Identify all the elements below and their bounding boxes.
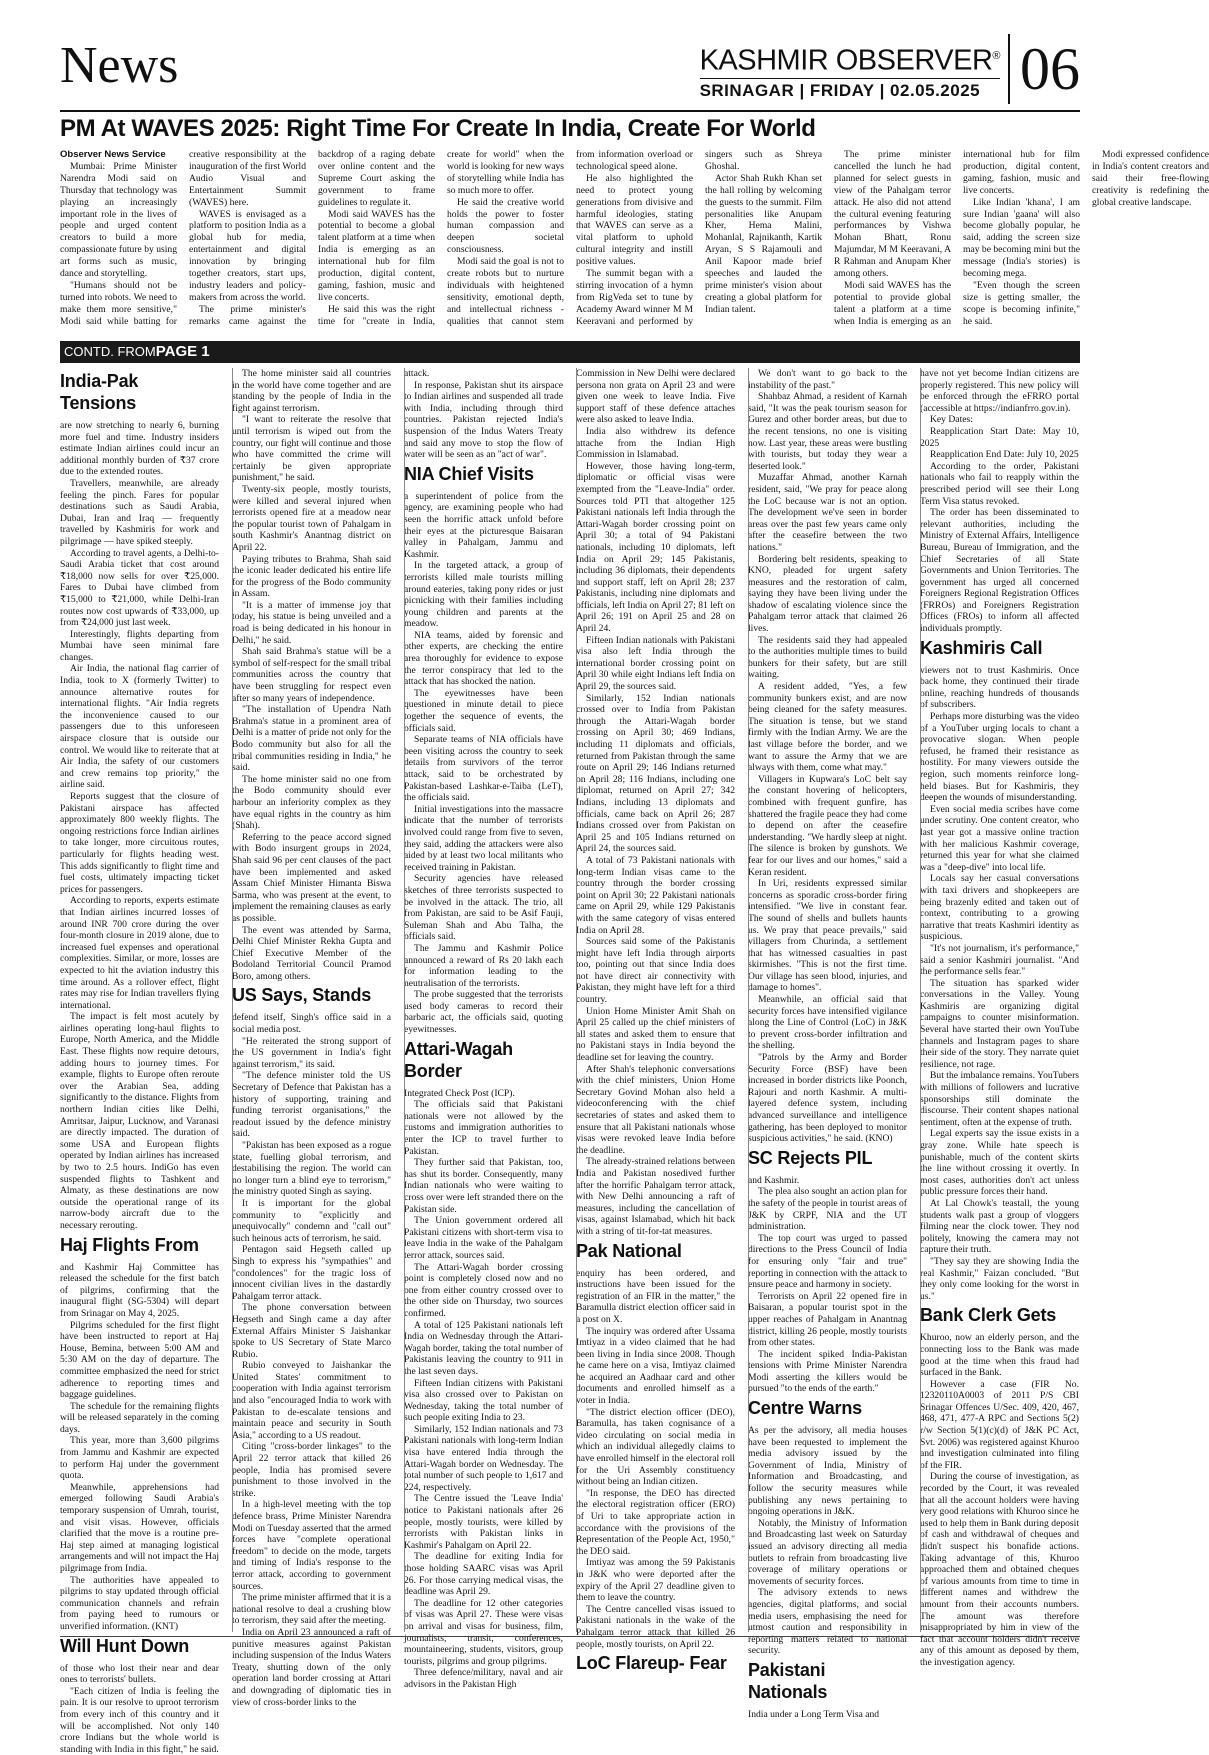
story-paragraph: According to the order, Pakistani nationals who fail to reapply within the prescribed period will see their Long Term Visa status revoked. xyxy=(920,460,1079,507)
story-paragraph: We don't want to go back to the instability of the past." xyxy=(748,368,907,391)
story-paragraph: According to travel agents, a Delhi-to-Saudi Arabia ticket that cost around ₹18,000 now sells for over ₹25,000. Fares to Dubai have climbed from ₹15,000 to ₹21,000, while Delhi-Iran routes now cost upwards of ₹33,000, up from ₹24,000 just last week. xyxy=(60,547,219,629)
story-paragraph: The top court was urged to passed directions to the Press Council of India for ensuring only "fair and true" reporting in connection with the attack to ensure peace and harmony in society. xyxy=(748,1232,907,1291)
story-headline: Will Hunt Down xyxy=(60,1635,190,1656)
story-paragraph: Rubio conveyed to Jaishankar the United States' commitment to cooperation with India against terrorism and also "encouraged India to work with Pakistan to de-escalate tensions and maintain peace and security in South Asia," according to a US readout. xyxy=(232,1360,391,1441)
column-divider xyxy=(404,368,405,1632)
story-paragraph: are now stretching to nearly 6, burning more fuel and time. Industry insiders estimate Indian airlines could incur an additional monthly burden of ₹37 crore due to the extended routes. xyxy=(60,420,219,478)
story-paragraph: Travellers, meanwhile, are already feeling the pinch. Fares for popular destinations such as Saudi Arabia, Dubai, Iran and Iraq — frequently travelled by Kashmiris for work and pilgrimage — have spiked steeply. xyxy=(60,477,219,547)
story-paragraph: Initial investigations into the massacre indicate that the number of terrorists involved could range from five to seven, they said, adding the attackers were also aided by at least two local militants who received training in Pakistan. xyxy=(404,803,563,873)
column-divider xyxy=(920,368,921,1632)
lead-paragraph: Modi said WAVES has the potential to provide global talent a platform at a time when India is emerging as an international hub for film production, digital content, gaming, fashion, music and live concerts. xyxy=(834,149,1080,327)
story-paragraph: The order has been disseminated to relevant authorities, including the Ministry of External Affairs, Intelligence Bureau, Bureau of Immigration, and the Chief Secretaries of all State Governments and Union Territories. The government has urged all concerned Foreigners Regional Registration Offices (FRROs) and Foreigners Registration Offices (FROs) to inform all affected individuals promptly. xyxy=(920,507,1079,635)
column-divider xyxy=(748,368,749,1632)
story-paragraph: The Centre cancelled visas issued to Pakistani nationals in the wake of the Pahalgam terror attack that killed 26 people, mostly tourists, on April 22. xyxy=(576,1603,735,1650)
story-paragraph: It is important for the global community to "explicitly and unequivocally" condemn and "call out" such heinous acts of terrorism, he said. xyxy=(232,1197,391,1244)
story-paragraph: Shahbaz Ahmad, a resident of Karnah said, "It was the peak tourism season for Gurez and other border areas, but due to the recent tensions, no one is visiting now. Last year, these areas were bustling with tourists, but today they wear a deserted look." xyxy=(748,391,907,472)
story-paragraph: The schedule for the remaining flights will be released separately in the coming days. xyxy=(60,1400,219,1435)
lead-paragraph: The prime minister cancelled the lunch he had planned for select guests in view of the Pahalgam terror attack. He also did not attend the cultural evening featuring performances by Vishwa Mohan Bhatt, Ronu Majumdar, M M Keeravani, A R Rahman and Anupam Kher among others. xyxy=(834,149,951,280)
news-column xyxy=(576,368,735,1674)
story-paragraph: Bordering belt residents, speaking to KNO, pleaded for urgent safety measures and the restoration of calm, saying they have been living under the shadow of escalating violence since the Pahalgam terror attack that claimed 26 lives. xyxy=(748,553,907,635)
story-headline: Bank Clerk Gets xyxy=(920,1305,1057,1326)
story-paragraph: Pilgrims scheduled for the first flight have been instructed to report at Haj House, Bemina, between 5:00 AM and 5:30 AM on the day of departure. The committee emphasized the need for strict adherence to reporting times and baggage guidelines. xyxy=(60,1319,219,1401)
story-paragraph: The deadline for 12 other categories of visas was April 27. These were visas on arrival and visas for business, film, journalists, transit, conferences, mountaineering, students, visitors, group tourists, pilgrims and group pilgrims. xyxy=(404,1597,563,1667)
story-paragraph: The plea also sought an action plan for the safety of the people in tourist areas of J&K by CRPF, NIA and the UT administration. xyxy=(748,1186,907,1233)
story-paragraph: The home minister said all countries in the world have come together and are standing by the people of India in the fight against terrorism. xyxy=(232,368,391,414)
story-paragraph: The Attari-Wagah border crossing point is completely closed now and no one from either country crossed over to the other side on Thursday, two sources confirmed. xyxy=(404,1261,563,1319)
lead-paragraph: Modi said the goal is not to create robots but to nurture individuals with heightened sensitivity, emotional depth, and intellectual richness - qualities that cannot stem from information overload or technological speed alone. xyxy=(447,149,693,327)
story-headline: US Says, Stands xyxy=(232,985,372,1006)
story-paragraph: Commission in New Delhi were declared persona non grata on April 23 and were given one week to leave India. Five support staff of these defence attaches were also asked to leave India. xyxy=(576,368,735,426)
story-paragraph: In Uri, residents expressed similar concerns as sporadic cross-border firing intensified. "We live in constant fear. The sound of shells and bullets haunts us. We pray that peace prevails," said villagers from Churinda, a settlement that has witnessed casualties in past skirmishes. "This is not the first time. Our village has seen blood, injuries, and damage to homes". xyxy=(748,878,907,994)
story-paragraph: After Shah's telephonic conversations with the chief ministers, Union Home Secretary Govind Mohan also held a videoconferencing with the chief secretaries of states and asked them to ensure that all Pakistani nationals whose visas were revoked leave India before the deadline. xyxy=(576,1063,735,1156)
story-paragraph: The authorities have appealed to pilgrims to stay updated through official communication channels and refrain from paying heed to rumours or unverified information. (KNT) xyxy=(60,1574,219,1632)
story-paragraph: The inquiry was ordered after Ussama Imtiyaz in a video claimed that he had been living in India since 2008. Though he came here on a visa, Imtiyaz claimed he acquired an Aadhaar card and other documents and enrolled himself as a voter in India. xyxy=(576,1325,735,1407)
story-paragraph: Muzaffar Ahmad, another Karnah resident, said, "We pray for peace along the LoC because war is not an option. The development we've seen in border areas over the past few years came only after the ceasefire between the two nations." xyxy=(748,472,907,553)
lead-paragraph: The prime minister's remarks came against the backdrop of a raging debate over online content and the Supreme Court asking the government to frame guidelines to regulate it. xyxy=(189,149,435,327)
lead-paragraph: Modi said WAVES has the potential to become a global talent platform at a time when India is emerging as an international hub for film production, digital content, gaming, fashion, music and live concerts. xyxy=(318,208,435,303)
footer-rule xyxy=(60,1636,1080,1637)
story-paragraph: and Kashmir Haj Committee has released the schedule for the first batch of pilgrims, confirming that the inaugural flight (SG-5304) will depart from Srinagar on May 4, 2025. xyxy=(60,1261,219,1319)
story-paragraph: A total of 125 Pakistani nationals left India on Wednesday through the Attari-Wagah border, taking the total number of Pakistanis leaving the country to 911 in the last seven days. xyxy=(404,1319,563,1377)
story-paragraph: The home minister said no one from the Bodo community should ever harbour an inferiority complex as they have equal rights in the country as him (Shah). xyxy=(232,773,391,832)
story-paragraph: Air India, the national flag carrier of India, took to X (formerly Twitter) to announce alternative routes for international flights. "Air India regrets the inconvenience caused to our passengers due to this unforeseen airspace closure that is outside our control. We would like to reiterate that at Air India, the safety of our customers and crew remains top priority," the airline said. xyxy=(60,663,219,791)
story-paragraph: Locals say her casual conversations with taxi drivers and shopkeepers are being brazenly edited and taken out of context, contributing to a growing narrative that treats Kashmiri identity as suspicious. xyxy=(920,873,1079,943)
story-paragraph: In a high-level meeting with the top defence brass, Prime Minister Narendra Modi on Tuesday asserted that the armed forces have "complete operational freedom" to decide on the mode, targets and timing of India's response to the terror attack, according to government sources. xyxy=(232,1499,391,1592)
story-paragraph: The eyewitnesses have been questioned in minute detail to piece together the sequence of events, the officials said. xyxy=(404,687,563,734)
story-paragraph: Khuroo, now an elderly person, and the connecting loss to the Bank was made good at the time when this fraud had surfaced in the Bank. xyxy=(920,1332,1079,1379)
story-paragraph: In response, Pakistan shut its airspace to Indian airlines and suspended all trade with India, including through third countries. Pakistan rejected India's suspension of the Indus Waters Treaty and said any move to stop the flow of water will be seen as an "act of war". xyxy=(404,379,563,461)
story-paragraph: The situation has sparked wider conversations in the Valley. Young Kashmiris are organizing digital campaigns to counter misinformation. Several have started their own YouTube channels and Instagram pages to share their side of the story. They narrate quiet resilience, not rage. xyxy=(920,977,1079,1070)
registered-mark: ® xyxy=(992,50,1000,62)
story-paragraph: viewers not to trust Kashmiris. Once back home, they continued their tirade online, reaching hundreds of thousands of subscribers. xyxy=(920,664,1079,711)
story-paragraph: The prime minister affirmed that it is a national resolve to deal a crushing blow to terrorism, they said after the meeting. xyxy=(232,1592,391,1627)
story-paragraph: "The district election officer (DEO), Baramulla, has taken cognisance of a video circulating on social media in which an individual allegedly claims to have enrolled himself in the electoral roll for the Uri Assembly constituency without being an Indian citizen. xyxy=(576,1406,735,1488)
story-paragraph: Interestingly, flights departing from Mumbai have seen minimal fare changes. xyxy=(60,628,219,663)
story-paragraph: India on April 23 announced a raft of punitive measures against Pakistan including suspension of the Indus Waters Treaty, shutting down of the only operation land border crossing at Attari and downgrading of diplomatic ties in view of cross-border links to the xyxy=(232,1626,391,1708)
story-paragraph: Sources said some of the Pakistanis might have left India through airports too, pointing out that since India does not have direct air connectivity with Pakistan, they might have left for a third country. xyxy=(576,936,735,1006)
story-headline: LoC Flareup- Fear xyxy=(576,1653,727,1674)
lead-paragraph: WAVES is envisaged as a platform to position India as a global hub for media, entertainment and digital innovation by bringing together creators, start ups, industry leaders and policy-makers from across the world. xyxy=(189,208,306,303)
story-paragraph: They further said that Pakistan, too, has shut its border. Consequently, many Indian nationals who were waiting to cross over were left stranded there on the Pakistan side. xyxy=(404,1157,563,1215)
story-paragraph: The already-strained relations between India and Pakistan nosedived further after the horrific Pahalgam terror attack, with New Delhi announcing a raft of measures, including the cancellation of visas, against Islamabad, which hit back with a string of tit-for-tat measures. xyxy=(576,1156,735,1237)
lead-paragraph: Modi expressed confidence in India's content creators and said their free-flowing creativity is redefining the global creative landscape. xyxy=(1092,149,1209,208)
lead-paragraph: The summit began with a stirring invocation of a hymn from RigVeda set to tune by Academy Award winner M M Keeravani and performed by singers such as Shreya Ghoshal. xyxy=(576,149,822,327)
masthead-title: KASHMIR OBSERVER® xyxy=(699,44,1000,77)
story-paragraph: "Pakistan has been exposed as a rogue state, fuelling global terrorism, and destabilising the region. The world can no longer turn a blind eye to terrorism," the ministry quoted Singh as saying. xyxy=(232,1140,391,1198)
story-paragraph: Separate teams of NIA officials have been visiting across the country to seek details from survivors of the terror attack, said to be orchestrated by Pakistan-based Lashkar-e-Taiba (LeT), the officials said. xyxy=(404,734,563,804)
story-headline: SC Rejects PIL xyxy=(748,1147,873,1168)
lead-article-body xyxy=(60,149,1209,333)
story-paragraph: Three defence/military, naval and air advisors in the Pakistan High xyxy=(404,1667,563,1690)
story-headline: India-Pak Tensions xyxy=(60,371,139,413)
story-paragraph: "In response, the DEO has directed the electoral registration officer (ERO) of Uri to take appropriate action in accordance with the provisions of the Representation of the People Act, 1950," the DEO said. xyxy=(576,1487,735,1557)
story-paragraph: However, those having long-term, diplomatic or official visas were exempted from the "Leave-India" order. Sources told PTI that altogether 125 Pakistani nationals left India through the Attari-Wagah border crossing point on April 30; a total of 94 Pakistani nationals, including 10 diplomats, left India on April 29; 145 Pakistanis, including 36 diplomats, their dependents and support staff, left on April 28; 237 Pakistanis, including nine diplomats and officials, left India on April 27; 81 left on April 26; 191 on April 25 and 28 on April 24. xyxy=(576,460,735,635)
story-paragraph: Paying tributes to Brahma, Shah said the iconic leader dedicated his entire life for the progress of the Bodo community in Assam. xyxy=(232,553,391,600)
story-paragraph: "The defence minister told the US Secretary of Defence that Pakistan has a history of supporting, training and funding terrorist organisations," the readout issued by the defence ministry said. xyxy=(232,1070,391,1140)
story-paragraph: The officials said that Pakistani nationals were not allowed by the customs and immigration authorities to enter the ICP to travel further to Pakistan. xyxy=(404,1099,563,1157)
continued-stories xyxy=(60,368,1080,1755)
story-paragraph: Fifteen Indian nationals with Pakistani visa also left India through the international border crossing point on April 30 while eight Indians left India on April 29, the sources said. xyxy=(576,634,735,693)
story-headline: Kashmiris Call xyxy=(920,637,1043,658)
story-paragraph: attack. xyxy=(404,368,430,379)
page-header xyxy=(60,36,1080,102)
story-paragraph: "He reiterated the strong support of the US government in India's fight against terrorism," its said. xyxy=(232,1035,391,1070)
story-paragraph: Meanwhile, an official said that security forces have intensified vigilance along the Line of Control (LoC) in J&K to prevent cross-border infiltration and the shelling. xyxy=(748,994,907,1052)
story-paragraph: Even social media scribes have come under scrutiny. One content creator, who last year got a massive online traction with her malicious Kashmir coverage, returned this year for what she claimed was a "deep-dive" into local life. xyxy=(920,803,1079,873)
page-number: 06 xyxy=(1008,34,1080,104)
story-paragraph: Meanwhile, apprehensions had emerged following Saudi Arabia's temporary suspension of Umrah, tourist, and visit visas. However, officials clarified that the move is a routine pre-Haj step aimed at managing logistical arrangements and will not impact the Haj pilgrimage from India. xyxy=(60,1481,219,1574)
story-paragraph: The incident spiked India-Pakistan tensions with Prime Minister Narendra Modi asserting the killers would be pursued "to the ends of the earth." xyxy=(748,1348,907,1395)
lead-paragraph: He said this was the right time for "create in India, create for world" when the world is looking for new ways of storytelling while India has so much more to offer. xyxy=(318,149,564,327)
column-divider xyxy=(232,368,233,1632)
story-paragraph: The phone conversation between Hegseth and Singh came a day after External Affairs Minister S Jaishankar spoke to US Secretary of State Marco Rubio. xyxy=(232,1302,391,1360)
story-paragraph: India also withdrew its defence attache from the Indian High Commission in Islamabad. xyxy=(576,425,735,461)
story-paragraph: have not yet become Indian citizens are properly registered. This new policy will be enforced through the eFRRO portal (accessible at https://indianfrro.gov.in). xyxy=(920,368,1079,414)
story-paragraph: India under a Long Term Visa and xyxy=(748,1708,880,1720)
story-paragraph: enquiry has been ordered, and instructions have been issued for the registration of an FIR in the matter," the Baramulla district election officer said in a post on X. xyxy=(576,1267,735,1325)
lead-headline: PM At WAVES 2025: Right Time For Create In India, Create For World xyxy=(60,115,816,142)
story-paragraph: At Lal Chowk's teastall, the young students walk past a group of vloggers filming near the clock tower. They nod politely, knowing the camera may not capture their truth. xyxy=(920,1197,1079,1256)
story-paragraph: Referring to the peace accord signed with Bodo insurgent groups in 2024, Shah said 96 per cent clauses of the pact have been implemented and asked Assam Chief Minister Himanta Biswa Sarma, who was present at the event, to implement the remaining clauses as early as possible. xyxy=(232,831,391,924)
story-headline: Attari-Wagah Border xyxy=(404,1038,513,1081)
story-paragraph: Notably, the Ministry of Information and Broadcasting last week on Saturday issued an advisory directing all media outlets to refrain from broadcasting live coverage of military operations or movements of security forces. xyxy=(748,1517,907,1587)
story-paragraph: Villagers in Kupwara's LoC belt say the constant hovering of helicopters, combined with frequent gunfire, has shattered the fragile peace they had come to depend on after the ceasefire understanding. "We hardly sleep at night. The silence is broken by gunshots. We fear for our lives and our homes," said a Keran resident. xyxy=(748,773,907,878)
story-paragraph: The Centre issued the 'Leave India' notice to Pakistani nationals after 26 people, mostly tourists, were killed by terrorists with Pakistan links in Kashmir's Pahalgam on April 22. xyxy=(404,1493,563,1551)
story-paragraph: Security agencies have released sketches of three terrorists suspected to be involved in the attack. The trio, all from Pakistan, are said to be Asif Fauji, Suleman Shah and Abu Talha, the officials said. xyxy=(404,873,563,943)
story-paragraph: In the targeted attack, a group of terrorists killed male tourists milling around eateries, taking pony rides or just picnicking with their families including young children and parents at the meadow. xyxy=(404,560,563,630)
story-paragraph: Shah said Brahma's statue will be a symbol of self-respect for the small tribal communities across the country that have been struggling for respect even after so many years of independence. xyxy=(232,646,391,704)
story-paragraph: "They say they are showing India the real Kashmir," Faizan concluded. "But they only come looking for the worst in us." xyxy=(920,1255,1079,1302)
lead-paragraph: Like Indian 'khana', I am sure Indian 'gaana' will also become globally popular, he said, adding the screen size may be becoming mini but the message (India's stories) is becoming mega. xyxy=(963,196,1080,280)
story-paragraph: The impact is felt most acutely by airlines operating long-haul flights to Europe, North America, and the Middle East. These flights now require detours, adding hours to journey times. For example, flights to Europe often reroute over the Arabian Sea, adding significantly to the distance. Flights from northern Indian cities like Delhi, Amritsar, Jaipur, Lucknow, and Varanasi are directly impacted. The duration of some USA and European flights operated by Indian airlines has increased by two to 2.5 hours. IndiGo has even suspended flights to Tashkent and Almaty, as these destinations are now outside the operational range of its narrow-body aircraft due to the necessary rerouting. xyxy=(60,1011,219,1231)
lead-paragraph: He also highlighted the need to protect young generations from divisive and harmful ideologies, stating that WAVES can serve as a vital platform to uphold cultural integrity and instill positive values. xyxy=(576,172,693,268)
story-paragraph: According to reports, experts estimate that Indian airlines incurred losses of around INR 700 crore during the over four-month closure in 2019 alone, due to increased fuel expenses and operational complexities. Similar, or more, losses are expected to hit the aviation industry this time around. As a rollover effect, flight rates may rise for Indian travellers flying international. xyxy=(60,895,219,1011)
story-paragraph: A resident added, "Yes, a few community bunkers exist, and are now being cleaned for the safety measures. The situation is tense, but we stand firmly with the Indian Army. We are the last village before the border, and we want to assure the Army that we are always with them, come what may." xyxy=(748,681,907,774)
masthead xyxy=(700,40,1000,102)
story-paragraph: Reports suggest that the closure of Pakistani airspace has affected approximately 800 weekly flights. The ongoing restrictions force Indian airlines to take longer, more circuitous routes, particularly for flights heading west. This adds significantly to flight time and fuel costs, ultimately impacting ticket prices for passengers. xyxy=(60,791,219,895)
story-paragraph: Reapplication Start Date: May 10, 2025 xyxy=(920,425,1079,449)
dateline: SRINAGAR | FRIDAY | 02.05.2025 xyxy=(699,80,981,100)
story-paragraph: The Jammu and Kashmir Police announced a reward of Rs 20 lakh each for information leading to the neutralisation of the terrorists. xyxy=(404,942,563,989)
story-paragraph: NIA teams, aided by forensic and other experts, are checking the entire area thoroughly for evidence to expose the terror conspiracy that led to the attack that has shocked the nation. xyxy=(404,629,563,688)
continued-label: CONTD. FROMPAGE 1 xyxy=(64,343,210,360)
story-headline: Centre Warns xyxy=(748,1398,862,1419)
story-paragraph: As per the advisory, all media houses have been requested to implement the media advisory issued by the Government of India, Ministry of Information and Broadcasting, and follow the security measures while publishing any news pertaining to ongoing operations in J&K. xyxy=(748,1425,907,1518)
story-paragraph: The Union government ordered all Pakistani citizens with short-term visa to leave India in the wake of the Pahalgam terror attack, sources said. xyxy=(404,1215,563,1261)
news-column xyxy=(920,368,1079,1668)
story-paragraph: Similarly, 152 Indian nationals and 73 Pakistani nationals with long-term Indian visa have entered India through the Attari-Wagah border on Wednesday. The total number of such people to 1,617 and 224, respectively. xyxy=(404,1423,563,1493)
news-column xyxy=(232,368,391,1708)
story-paragraph: Twenty-six people, mostly tourists, were killed and several injured when terrorists opened fire at a meadow near the popular tourist town of Pahalgam in south Kashmir's Anantnag district on April 22. xyxy=(232,483,391,553)
lead-paragraph: Actor Shah Rukh Khan set the hall rolling by welcoming the guests to the summit. Film personalities like Anupam Kher, Hema Malini, Mohanlal, Rajnikanth, Kartik Aryan, S S Rajamouli and Anil Kapoor made brief speeches and lauded the prime minister's vision about creating a global platform for Indian talent. xyxy=(705,172,822,315)
story-paragraph: This year, more than 3,600 pilgrims from Jammu and Kashmir are expected to perform Haj under the government quota. xyxy=(60,1435,219,1482)
byline: Observer News Service xyxy=(60,149,166,160)
story-headline: Pakistani Nationals xyxy=(748,1659,828,1702)
header-rule xyxy=(60,110,1080,112)
story-paragraph: The probe suggested that the terrorists used body cameras to record their barbaric act, the officials said, quoting eyewitnesses. xyxy=(404,989,563,1036)
news-column xyxy=(748,368,907,1720)
story-paragraph: Similarly, 152 Indian nationals crossed over to India from Pakistan through the Attari-Wagah border crossing on April 30; 469 Indians, including 11 diplomats and officials, returned from Pakistan through the same route on April 29; 146 Indians returned on April 28; 116 Indians, including one diplomat, returned on April 27; 342 Indians, including 13 diplomats and officials, came back on April 26; 287 Indians crossed over from Pakistan on April 25 and 105 Indians returned on April 24, the sources said. xyxy=(576,692,735,855)
masthead-rule xyxy=(700,78,1000,79)
column-divider xyxy=(576,368,577,1632)
news-column xyxy=(60,368,219,1755)
lead-paragraph: "Humans should not be turned into robots. We need to make them more sensitive," Modi said while batting for creative responsibility at the inauguration of the first World Audio Visual and Entertainment Summit (WAVES) here. xyxy=(60,149,306,327)
lead-paragraph: Mumbai: Prime Minister Narendra Modi said on Thursday that technology was playing an increasingly important role in the lives of people and urged content creators to build a more compassionate future by using art forms such as music, dance and storytelling. xyxy=(60,160,177,280)
story-headline: Pak National xyxy=(576,1240,682,1261)
story-paragraph: and Kashmir. xyxy=(748,1174,800,1186)
story-paragraph: Citing "cross-border linkages" to the April 22 terror attack that killed 26 people, India has promised severe punishment to those involved in the strike. xyxy=(232,1441,391,1499)
story-paragraph: A total of 73 Pakistani nationals with long-term Indian visas came to the country through the border crossing point on April 30; 22 Pakistani nationals came on April 29, while 129 Pakistanis with the same category of visas entered India on April 28. xyxy=(576,854,735,936)
story-paragraph: Terrorists on April 22 opened fire in Baisaran, a popular tourist spot in the upper reaches of Pahalgam in Anantnag district, killing 26 people, mostly tourists from other states. xyxy=(748,1290,907,1349)
story-paragraph: Legal experts say the issue exists in a gray zone. While hate speech is punishable, much of the content skirts the line without crossing it overtly. In most cases, authorities don't act unless public pressure forces their hand. xyxy=(920,1128,1079,1198)
story-paragraph: "It is a matter of immense joy that today, his statue is being unveiled and a road is being dedicated in his honour in Delhi," he said. xyxy=(232,599,391,646)
story-paragraph: But the imbalance remains. YouTubers with millions of followers and lucrative sponsorships still dominate the discourse. Their content shapes national sentiment, often at the expense of truth. xyxy=(920,1070,1079,1128)
story-paragraph: During the course of investigation, as recorded by the Court, it was revealed that all the account holders were having very good relations with Khuroo since he used to help them in Bank during deposit of cash and withdrawal of cheques and didn't suspect his bonafide actions. Taking advantage of this, Khuroo approached them and obtained cheques of various amounts from time to time in different names and withdrew the amount from their accounts numbers. The amount was therefore misappropriated by him in view of the fact that account holders didn't receive any of this amount as deposed by them, the investigation agency. xyxy=(920,1471,1079,1668)
continued-bar xyxy=(60,341,1080,363)
story-paragraph: "Patrols by the Army and Border Security Force (BSF) have been increased in border districts like Poonch, Rajouri and north Kashmir. A multi-layered defence system, including advanced surveillance and intelligence gathering, has been deployed to monitor suspicious activities," he said. (KNO) xyxy=(748,1052,907,1145)
story-paragraph: The residents said they had appealed to the authorities multiple times to build bunkers for their safety, but are still waiting. xyxy=(748,634,907,681)
story-paragraph: a superintendent of police from the agency, are examining people who had seen the horrific attack unfold before their eyes at the picturesque Baisaran valley in Pahalgam, Jammu and Kashmir. xyxy=(404,490,563,560)
lead-paragraph: He said the creative world holds the power to foster human compassion and deepen societal consciousness. xyxy=(447,196,564,256)
lead-paragraph: "Even though the screen size is getting smaller, the scope is becoming infinite," he said. xyxy=(963,279,1080,327)
story-paragraph: Pentagon said Hegseth called up Singh to express his "sympathies" and "condolences" for the tragic loss of innocent civilian lives in the dastardly Pahalgam terror attack. xyxy=(232,1244,391,1302)
story-paragraph: Integrated Check Post (ICP). xyxy=(404,1087,515,1099)
story-headline: Haj Flights From xyxy=(60,1234,199,1255)
story-paragraph: Imtiyaz was among the 59 Pakistanis in J&K who were deported after the expiry of the April 27 deadline given to them to leave the country. xyxy=(576,1557,735,1604)
story-paragraph: Fifteen Indian citizens with Pakistani visa also crossed over to Pakistan on Wednesday, taking the total number of such people exiting India to 23. xyxy=(404,1377,563,1424)
story-paragraph: "I want to reiterate the resolve that until terrorism is wiped out from the country, our fight will continue and those who have committed the crime will certainly be given appropriate punishment," he said. xyxy=(232,414,391,484)
news-column xyxy=(404,368,563,1690)
story-paragraph: "It's not journalism, it's performance," said a senior Kashmiri journalist. "And the performance sells fear." xyxy=(920,942,1079,978)
story-paragraph: defend itself, Singh's office said in a social media post. xyxy=(232,1012,391,1036)
story-paragraph: Reapplication End Date: July 10, 2025 xyxy=(930,449,1079,461)
story-paragraph: However a case (FIR No. 12320110A0003 of 2011 P/S CBI Srinagar Offences U/Sec. 409, 420, 467, 468, 471, 477-A RPC and Sections 5(2) r/w Section 5(1)(c)(d) of J&K PC Act, Svt. 2006) was registered against Khuroo and investigation culminated into filing of the FIR. xyxy=(920,1378,1079,1471)
story-paragraph: Union Home Minister Amit Shah on April 25 called up the chief ministers of all states and asked them to ensure that no Pakistani stays in India beyond the deadline set for leaving the country. xyxy=(576,1005,735,1064)
story-headline: NIA Chief Visits xyxy=(404,463,534,484)
section-name: News xyxy=(60,37,179,94)
story-paragraph: of those who lost their near and dear ones to terrorists' bullets. xyxy=(60,1662,219,1686)
story-paragraph: The event was attended by Sarma, Delhi Chief Minister Rekha Gupta and Chief Executive Member of the Bodoland Territorial Council Pramod Boro, among others. xyxy=(232,924,391,982)
story-paragraph: "The installation of Upendra Nath Brahma's statue in a prominent area of Delhi is a matter of pride not only for the Bodo community but also for all the tribal communities residing in India," he said. xyxy=(232,704,391,774)
story-paragraph: Key Dates: xyxy=(930,414,973,426)
story-paragraph: "Each citizen of India is feeling the pain. It is our resolve to uproot terrorism from every inch of this country and it will be accomplished. Not only 140 crore Indians but the whole world is standing with India in this fight," he said. xyxy=(60,1685,219,1755)
story-paragraph: The deadline for exiting India for those holding SAARC visas was April 26. For those carrying medical visas, the deadline was April 29. xyxy=(404,1551,563,1598)
story-paragraph: Perhaps more disturbing was the video of a YouTuber urging locals to chant a provocative slogan. When people refused, he framed their resistance as hostility. For many viewers outside the region, such moments reinforce long-held biases. But for Kashmiris, they deepen the wounds of misunderstanding. xyxy=(920,711,1079,804)
story-paragraph: The advisory extends to news agencies, digital platforms, and social media users, emphasising the need for utmost caution and responsibility in reporting matters related to national security. xyxy=(748,1587,907,1657)
